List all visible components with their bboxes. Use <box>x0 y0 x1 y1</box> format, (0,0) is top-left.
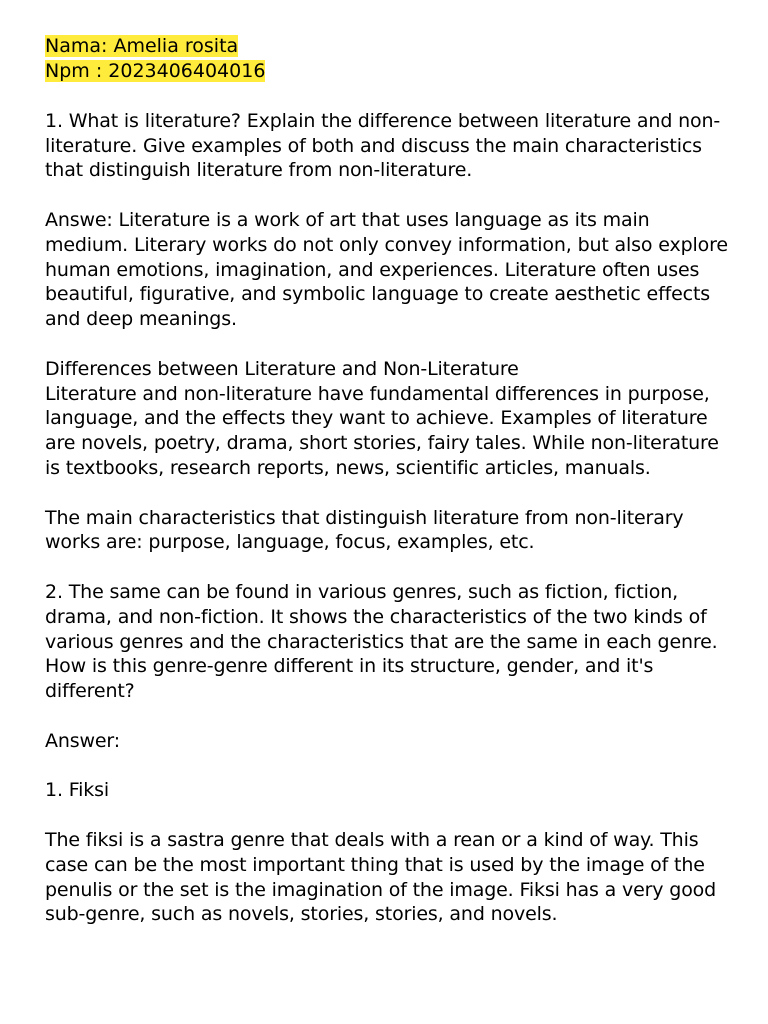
spacer <box>45 754 728 779</box>
student-npm-text: Npm : 2023406404016 <box>45 60 266 82</box>
differences-heading: Differences between Literature and Non-Literature <box>45 357 519 380</box>
characteristics-paragraph: The main characteristics that distinguish literature from non-literary works are: purpose, language, focus, examples, etc. <box>45 506 684 554</box>
question-2-paragraph: 2. The same can be found in various genres, such as fiction, fiction, drama, and non-fiction. It shows the characteristics of the two kinds of various genres and the characteristics that are the same in each genre. How is this genre-genre different in its structure, gender, and it's different? <box>45 580 718 703</box>
question-1-paragraph: 1. What is literature? Explain the difference between literature and non-literature. Give examples of both and discuss the main characteristics that distinguish literature from non-literature. <box>45 109 721 182</box>
spacer <box>45 183 728 208</box>
differences-paragraph: Literature and non-literature have fundamental differences in purpose, language, and the effects they want to achieve. Examples of literature are novels, poetry, drama, short stories, fairy tales. While non-literature is textbooks, research reports, news, scientific articles, manuals. <box>45 382 719 479</box>
spacer <box>45 555 728 580</box>
student-name-line <box>45 34 728 59</box>
spacer <box>45 481 728 506</box>
spacer <box>45 803 728 828</box>
student-npm-line <box>45 59 728 84</box>
answer-1-paragraph: Answe: Literature is a work of art that uses language as its main medium. Literary works do not only convey information, but also explore human emotions, imagination, and experiences. Literature often uses beautiful, figurative, and symbolic language to create aesthetic effects and deep meanings. <box>45 208 728 331</box>
student-name-text: Nama: Amelia rosita <box>45 35 239 57</box>
spacer <box>45 84 728 109</box>
spacer <box>45 704 728 729</box>
fiksi-paragraph: The fiksi is a sastra genre that deals with a rean or a kind of way. This case can be the most important thing that is used by the image of the penulis or the set is the imagination of the image. Fiksi has a very good sub-genre, such as novels, stories, stories, and novels. <box>45 828 717 926</box>
answer-label: Answer: <box>45 729 120 752</box>
spacer <box>45 332 728 357</box>
fiksi-heading: 1. Fiksi <box>45 779 109 802</box>
